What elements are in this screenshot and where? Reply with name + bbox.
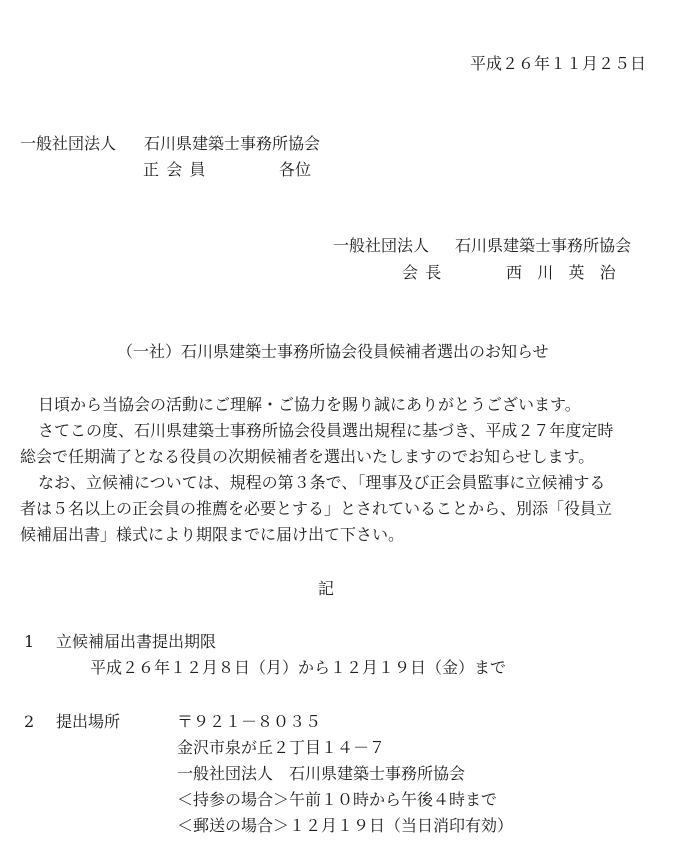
document-title: （一社）石川県建築士事務所協会役員候補者選出のお知らせ — [117, 342, 549, 361]
postal-code: 〒９２１－８０３５ — [177, 712, 322, 731]
addressee-member-label: 正会員 — [143, 160, 213, 179]
item-number: 2 — [24, 712, 35, 731]
addressee-org-name: 石川県建築士事務所協会 — [144, 134, 321, 153]
item-detail: 平成２６年１２月８日（月）から１２月１９日（金）まで — [90, 658, 507, 677]
item-label: 提出場所 — [56, 712, 121, 731]
sender-org-type: 一般社団法人 — [333, 236, 430, 255]
sender-role: 会長 — [402, 263, 449, 282]
body-line: 者は５名以上の正会員の推薦を必要とする」とされていることから、別添「役員立 — [20, 499, 613, 518]
sender-name: 西川英治 — [506, 263, 631, 282]
body-line: 候補届出書」様式により期限までに届け出て下さい。 — [20, 525, 405, 544]
address: 金沢市泉が丘２丁目１４－７ — [177, 738, 386, 757]
addressee-org-type: 一般社団法人 — [20, 134, 117, 153]
in-person-hours: ＜持参の場合＞午前１０時から午後４時まで — [177, 790, 498, 809]
sender-org-name: 石川県建築士事務所協会 — [455, 236, 632, 255]
mail-deadline: ＜郵送の場合＞１２月１９日（当日消印有効） — [177, 816, 514, 835]
document-date: 平成２６年１１月２５日 — [470, 54, 647, 73]
item-number: 1 — [24, 632, 35, 651]
body-line: 総会で任期満了となる役員の次期候補者を選出いたしますのでお知らせします。 — [20, 447, 595, 466]
body-line: 日頃から当協会の活動にご理解・ご協力を賜り誠にありがとうございます。 — [38, 395, 581, 414]
addressee-honorific: 各位 — [279, 160, 312, 179]
body-line: さてこの度、石川県建築士事務所協会役員選出規程に基づき、平成２７年度定時 — [38, 421, 614, 440]
ki-heading: 記 — [318, 579, 335, 598]
address-org: 一般社団法人 石川県建築士事務所協会 — [177, 764, 466, 783]
body-line: なお、立候補については、規程の第３条で、「理事及び正会員監事に立候補する — [38, 473, 606, 492]
item-label: 立候補届出書提出期限 — [56, 632, 217, 651]
